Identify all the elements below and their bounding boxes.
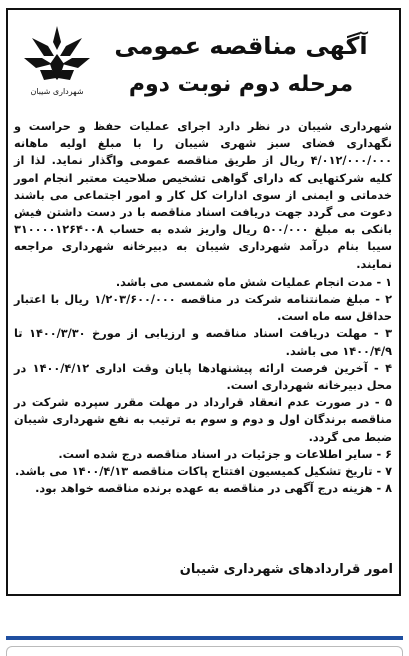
ad-subtitle: مرحله دوم نوبت دوم	[128, 72, 354, 97]
ad-item-2: ۲ - مبلغ ضمانتنامه شرکت در مناقصه ۱/۲۰۳/۶۰۰/۰۰۰ ریال با اعتبار حداقل سه ماه است.	[14, 293, 392, 324]
ad-item-8: ۸ - هزینه درج آگهی در مناقصه به عهده برنده مناقصه خواهد بود.	[35, 482, 392, 496]
ad-item-1: ۱ - مدت انجام عملیات شش ماه شمسی می باشد.	[115, 275, 392, 289]
ad-item-3: ۳ - مهلت دریافت اسناد مناقصه و ارزیابی از مورخ ۱۴۰۰/۳/۳۰ تا ۱۴۰۰/۴/۹ می باشد.	[14, 327, 393, 358]
ad-item-4: ۴ - آخرین فرصت ارائه پیشنهادها پایان وقت اداری ۱۴۰۰/۴/۱۲ در محل دبیرخانه شهرداری است.	[14, 361, 393, 393]
accent-line	[6, 636, 403, 640]
next-ad-border	[6, 646, 403, 656]
municipality-logo	[20, 20, 94, 100]
logo-caption: شهرداری شیبان	[30, 87, 84, 96]
ad-item-6: ۶ - سایر اطلاعات و جزئیات در اسناد مناقصه درج شده است.	[58, 447, 392, 461]
ad-item-5: ۵ - در صورت عدم انعقاد قرارداد در مهلت مقرر سپرده شرکت در مناقصه برندگان اول و دوم و سوم به ترتیب به نفع شهرداری شیبان ضبط می گردد.	[14, 396, 392, 444]
ad-signature: امور قراردادهای شهرداری شیبان	[179, 562, 393, 577]
ad-intro: شهرداری شیبان در نظر دارد اجرای عملیات حفظ و حراست و نگهداری فضای سبز شهری شیبان را با مبلغ اولیه ماهانه ۴/۰۱۲/۰۰۰/۰۰۰ ریال از طریق مناقصه عمومی واگذار نماید. لذا از کلیه شرکتهایی که دارای گواهی تشخیص صلاحیت معتبر انجام امور خدماتی و ایمنی از سوی ادارات کل کار و امور اجتماعی می باشند دعوت می گردد جهت دریافت اسناد مناقصه با در دست داشتن فیش بانکی به مبلغ ۵۰۰/۰۰۰ ریال واریز شده به حساب ۳۱۰۰۰۰۱۲۶۴۰۰۸ سیبا بنام درآمد شهرداری شیبان به دبیرخانه شهرداری مراجعه نمایند.	[14, 120, 392, 271]
ad-title: آگهی مناقصه عمومی	[114, 32, 368, 60]
ad-item-7: ۷ - تاریخ تشکیل کمیسیون افتتاح پاکات مناقصه ۱۴۰۰/۴/۱۳ می باشد.	[14, 465, 392, 479]
ad-body	[14, 118, 392, 497]
